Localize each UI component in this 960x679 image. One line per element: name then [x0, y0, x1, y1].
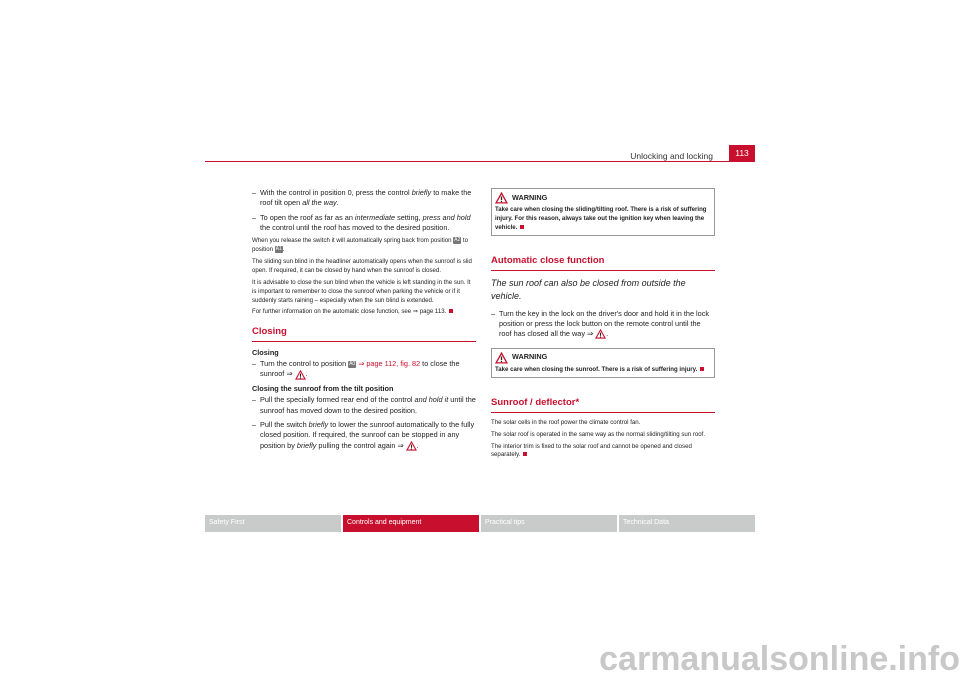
text: to position — [252, 237, 468, 254]
text-em: briefly — [411, 188, 432, 197]
warning-title: WARNING — [512, 192, 548, 202]
end-marker-icon — [449, 309, 453, 313]
text-em: all the way — [302, 198, 337, 208]
warning-triangle-icon — [406, 441, 417, 451]
tab-technical-data[interactable]: Technical Data — [619, 515, 755, 532]
page-header-title: Unlocking and locking — [630, 151, 713, 161]
text: With the control in position 0, press the control — [260, 188, 412, 197]
warning-triangle-icon — [595, 329, 606, 339]
text-em: briefly — [296, 440, 317, 450]
warning-text — [495, 206, 711, 232]
warning-box-sliding-roof — [491, 188, 715, 236]
automatic-close-subtitle: The sun roof can also be closed from outside the vehicle. — [491, 277, 686, 301]
footer-nav — [205, 515, 755, 532]
end-marker-icon — [700, 367, 704, 371]
text: To open the roof as far as an — [260, 212, 355, 222]
further-info-note — [252, 308, 476, 317]
closing-heading: Closing — [252, 325, 476, 341]
page-reference-link[interactable]: ⇒ page 112, fig. 82 — [358, 359, 421, 369]
position-badge-a2: A2 — [454, 237, 461, 244]
watermark: carmanualsonline.info — [599, 640, 960, 678]
solar-cells-note: The solar cells in the roof power the climate control fan. — [491, 418, 641, 426]
warning-triangle-icon — [495, 192, 508, 204]
text: For further information on the automatic close function, see ⇒ page 113. — [252, 308, 447, 316]
text: Turn the key in the lock on the driver's door and hold it in the lock position or press the lock button on the remote control until the roof has closed all the way ⇒ — [499, 308, 710, 339]
page-number: 113 — [729, 145, 755, 161]
tab-safety-first[interactable]: Safety First — [205, 515, 341, 532]
automatic-close-heading: Automatic close function — [491, 254, 715, 270]
tilt-closing-step — [252, 395, 476, 416]
sun-blind-note: The sliding sun blind in the headliner automatically opens when the sunroof is slid open. If required, it can be closed by hand when the sunroof is closed. — [252, 258, 472, 275]
tilt-open-step — [252, 188, 476, 209]
text: Pull the specially formed rear end of the control — [260, 395, 415, 405]
text: the control until the roof has moved to the desired position. — [260, 223, 450, 233]
position-badge-a1: A1 — [275, 246, 282, 253]
warning-box-sunroof — [491, 348, 715, 379]
text: to lower the sunroof automatically to the fully closed position. If required, the sunroof can be stopped in any position by — [260, 419, 475, 450]
intermediate-step — [252, 213, 476, 234]
text: . — [336, 198, 339, 208]
text: to make the roof tilt open — [260, 188, 472, 208]
warning-triangle-icon — [295, 370, 306, 380]
tab-controls-and-equipment[interactable]: Controls and equipment — [343, 515, 479, 532]
text: Turn the control to position — [260, 359, 349, 369]
left-column — [252, 188, 476, 455]
text: to close the sunroof ⇒ — [260, 359, 460, 379]
text: setting, — [395, 212, 423, 222]
text: The interior trim is fixed to the solar roof and cannot be opened and closed separately. — [491, 442, 692, 459]
warning-title: WARNING — [512, 352, 548, 362]
solar-roof-operation-note: The solar roof is operated in the same way as the normal sliding/tilting sun roof. — [491, 430, 706, 438]
closing-step: – Turn the control to position A0 ⇒ page 112, fig. 82 to close the sunroof ⇒ . — [252, 359, 476, 380]
advisory-note: It is advisable to close the sun blind when the vehicle is left standing in the sun. It is important to remember to close the sunroof when parking the vehicle or if it suddenly starts raining – especially when the sun blind is extended. — [252, 278, 471, 304]
end-marker-icon — [523, 452, 527, 456]
right-column — [491, 188, 715, 463]
warning-triangle-icon — [495, 352, 508, 364]
text: pulling the control again ⇒ — [316, 440, 406, 450]
text: Pull the switch — [260, 419, 309, 429]
text-em: and hold it — [414, 395, 449, 405]
text-em: intermediate — [354, 212, 396, 222]
sunroof-deflector-heading: Sunroof / deflector* — [491, 396, 715, 412]
header-rule — [205, 161, 755, 162]
closing-subheading: Closing — [252, 347, 279, 357]
text: until the sunroof has moved down to the desired position. — [260, 395, 476, 415]
interior-trim-note — [491, 443, 715, 461]
end-marker-icon — [520, 225, 524, 229]
text: . — [282, 246, 285, 254]
auto-lower-step: – Pull the switch briefly to lower the sunroof automatically to the fully closed position. If required, the sunroof can be stopped in any position by briefly pulling the control again ⇒ . — [252, 420, 476, 451]
position-badge-a0: A0 — [349, 360, 356, 367]
tilt-closing-subheading: Closing the sunroof from the tilt position — [252, 383, 394, 393]
automatic-close-step: – Turn the key in the lock on the driver's door and hold it in the lock position or press the lock button on the remote control until the roof has closed all the way ⇒ . — [491, 309, 715, 340]
warning-text — [495, 366, 711, 375]
text: When you release the switch it will automatically spring back from position — [252, 237, 454, 245]
tab-practical-tips[interactable]: Practical tips — [481, 515, 617, 532]
text: Take care when closing the sunroof. There is a risk of suffering injury. — [495, 365, 698, 373]
text: Take care when closing the sliding/tilting roof. There is a risk of suffering injury. For this reason, always take out the ignition key when leaving the vehicle. — [495, 206, 707, 231]
spring-back-note — [252, 237, 476, 255]
text-em: press and hold — [422, 212, 471, 222]
text-em: briefly — [308, 419, 329, 429]
